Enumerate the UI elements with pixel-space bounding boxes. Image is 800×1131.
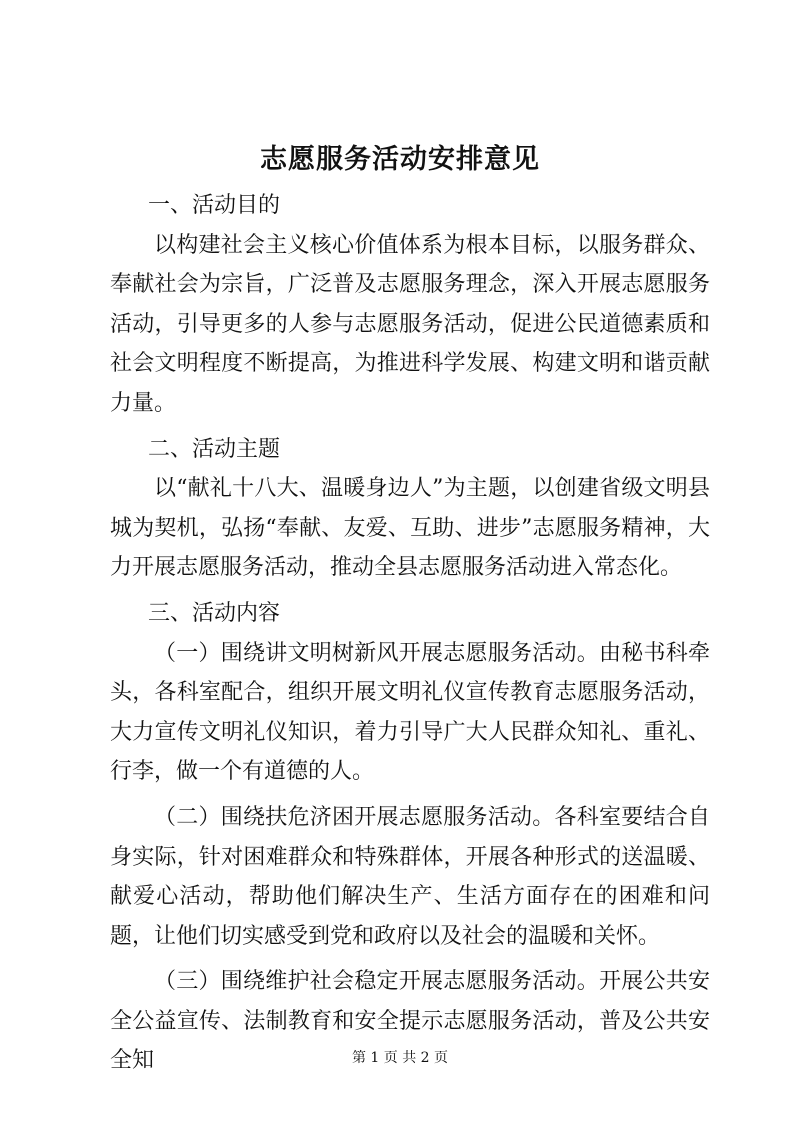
section-heading-content: 三、活动内容 bbox=[148, 600, 281, 626]
section-heading-purpose: 一、活动目的 bbox=[148, 193, 281, 218]
page-footer: 第 1 页 共 2 页 bbox=[351, 1050, 449, 1066]
paragraph-content-1: （一）围绕讲文明树新风开展志愿服务活动。由秘书科牵头，各科室配合，组织开展文明礼仪宣传教育志愿服务活动，大力宣传文明礼仪知识，着力引导广大人民群众知礼、重礼、行李，做一个有道德的人。 bbox=[110, 640, 710, 785]
paragraph-content-3: （三）围绕维护社会稳定开展志愿服务活动。开展公共安全公益宣传、法制教育和安全提示志愿服务活动，普及公共安全知 bbox=[110, 969, 710, 1074]
document-body bbox=[110, 186, 710, 1087]
paragraph-theme: 以“献礼十八大、温暖身边人”为主题，以创建省级文明县城为契机，弘扬“奉献、友爱、互助、进步”志愿服务精神，大力开展志愿服务活动，推动全县志愿服务活动进入常态化。 bbox=[110, 476, 710, 581]
paragraph-purpose: 以构建社会主义核心价值体系为根本目标，以服务群众、奉献社会为宗旨，广泛普及志愿服务理念，深入开展志愿服务活动，引导更多的人参与志愿服务活动，促进公民道德素质和社会文明程度不断提高，为推进科学发展、构建文明和谐贡献力量。 bbox=[110, 232, 710, 416]
paragraph-content-2: （二）围绕扶危济困开展志愿服务活动。各科室要结合自身实际，针对困难群众和特殊群体，开展各种形式的送温暖、献爱心活动，帮助他们解决生产、生活方面存在的困难和问题，让他们切实感受到党和政府以及社会的温暖和关怀。 bbox=[110, 804, 710, 949]
document-title: 志愿服务活动安排意见 bbox=[260, 144, 540, 175]
section-heading-theme: 二、活动主题 bbox=[148, 436, 281, 462]
